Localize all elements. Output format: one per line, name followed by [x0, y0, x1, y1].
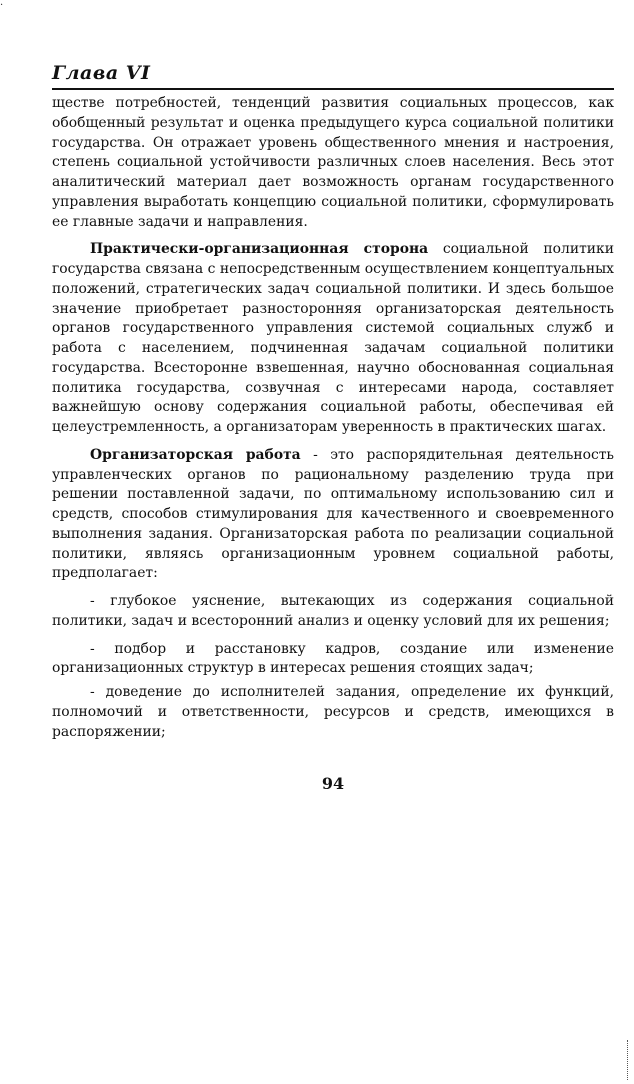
paragraph-practical-organizational — [52, 240, 614, 438]
scan-corner-mark: · — [0, 0, 4, 11]
header-rule — [52, 88, 614, 90]
scan-edge-mark — [627, 1040, 630, 1080]
term-organizational-work: Организаторская работа — [90, 446, 301, 463]
page-number: 94 — [321, 774, 345, 794]
paragraph-continuation — [52, 94, 614, 232]
paragraph-organizational-work — [52, 446, 614, 584]
list-item: - подбор и расстановку кадров, создание или изменение организационных структур в интересах решения стоящих задач; — [52, 640, 614, 677]
term-practical-organizational: Практически-организационная сторона — [90, 241, 429, 258]
body-text — [52, 94, 614, 742]
paragraph-text: - это распорядительная деятельность управленческих органов по рациональному разделению труда при решении поставленной задачи, по оптимальному использованию сил и средств, способов стимулирования для качественного и своевременного выполнения задания. Организаторская работа по реализации социальной политики, являясь организационным уровнем социальной работы, предполагает: — [52, 446, 614, 582]
chapter-header: Глава VI — [52, 62, 151, 84]
list-item: - глубокое уяснение, вытекающих из содержания социальной политики, задач и всесторонний анализ и оценку условий для их решения; — [52, 593, 614, 629]
list-item: - доведение до исполнителей задания, определение их функций, полномочий и ответственности, ресурсов и средств, имеющихся в распоряжении; — [52, 684, 614, 740]
book-page — [52, 62, 614, 793]
paragraph-text: ществе потребностей, тенденций развития социальных процессов, как обобщенный результат и оценка предыдущего курса социальной политики государства. Он отражает уровень общественного мнения и настроения, степень социальной устойчивости различных слоев населения. Весь этот аналитический материал дает возможность органам государственного управления выработать концепцию социальной политики, сформулировать ее главные задачи и направления. — [52, 95, 614, 230]
paragraph-text: социальной политики государства связана с непосредственным осуществлением концептуальных положений, стратегических задач социальной политики. И здесь большое значение приобретает разносторонняя организаторская деятельность органов государственного управления системой социальных служб и работа с населением, подчиненная задачам социальной политики государства. Всесторонне взвешенная, научно обоснованная социальная политика государства, созвучная с интересами народа, составляет важнейшую основу содержания социальной работы, обеспечивая ей целеустремленность, а организаторам уверенность в практических шагах. — [52, 241, 614, 435]
